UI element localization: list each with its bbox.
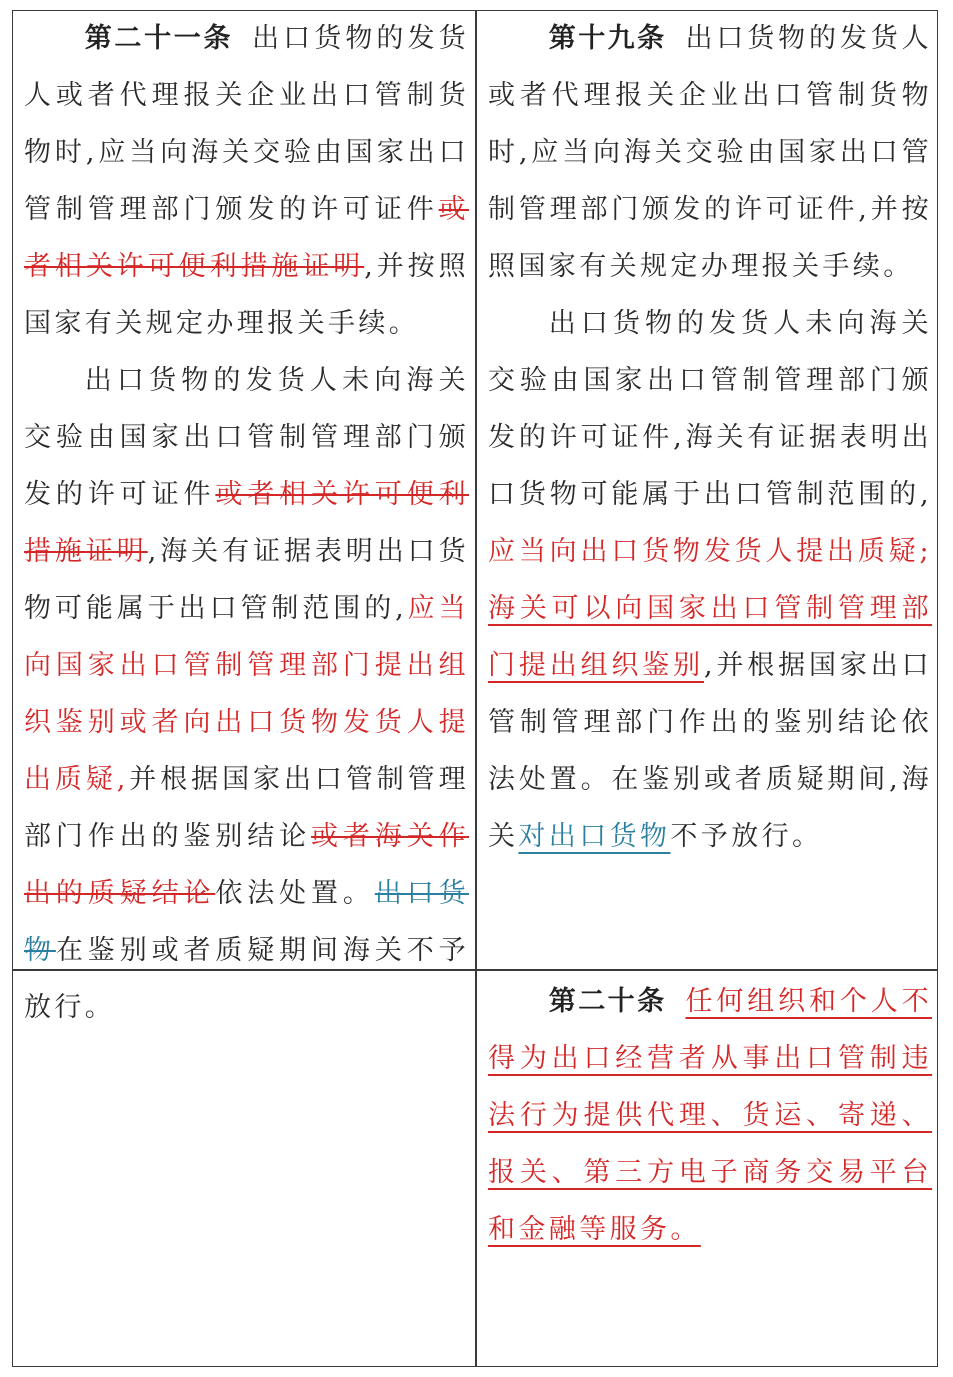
deleted-text: 或者海关作出的质疑结论 xyxy=(24,821,469,909)
added-text: 海关可以向国家出口管制管理部门提出组织鉴别 xyxy=(488,593,932,681)
old-article-21-text: ,海关有证据表明出口货物可能属于出口管制范围的, xyxy=(24,536,469,624)
deleted-text: 或者相关许可便利措施证明 xyxy=(24,479,470,567)
new-article-19-paragraph-1 xyxy=(488,10,932,295)
empty-cell xyxy=(24,973,469,1363)
old-article-21-text: 出口货物的发货人或者代理报关企业出口管制货物时,应当向海关交验由国家出口管制管理部门颁发的许可证件 xyxy=(24,23,469,225)
added-text: 任何组织和个人不得为出口经营者从事出口管制违法行为提供代理、货运、寄递、报关、第三方电子商务交易平台和金融等服务。 xyxy=(488,986,932,1245)
moved-deleted-text: 出口货物 xyxy=(24,878,470,966)
new-article-19-paragraph-2 xyxy=(488,295,932,865)
old-article-21-paragraph-1 xyxy=(24,10,469,352)
new-article-19-text: 不予放行。 xyxy=(670,821,823,852)
new-article-20-cell xyxy=(488,973,932,1258)
old-article-21-cell xyxy=(24,10,469,1036)
old-article-21-text: ,并按照国家有关规定办理报关手续。 xyxy=(24,251,469,339)
moved-added-text: 对出口货物 xyxy=(518,821,671,852)
old-article-21-paragraph-2 xyxy=(24,352,469,1036)
new-article-19-cell xyxy=(488,10,932,865)
old-article-21-text: 并根据国家出口管制管理部门作出的鉴别结论 xyxy=(24,764,469,852)
column-divider xyxy=(475,10,477,1367)
new-article-20-heading: 第二十条 xyxy=(548,986,667,1017)
new-article-19-heading: 第十九条 xyxy=(548,23,667,54)
old-article-21-text: 在鉴别或者质疑期间海关不予放行。 xyxy=(24,935,470,1023)
new-article-20-paragraph xyxy=(488,973,932,1258)
old-article-21-text: 出口货物的发货人未向海关交验由国家出口管制管理部门颁发的许可证件 xyxy=(24,365,469,510)
old-article-21-heading: 第二十一条 xyxy=(84,23,234,54)
changed-text: 应当向国家出口管制管理部门提出组织鉴别或者向出口货物发货人提出质疑, xyxy=(24,593,469,795)
old-article-21-text: 依法处置。 xyxy=(215,878,375,909)
new-article-19-text: 出口货物的发货人未向海关交验由国家出口管制管理部门颁发的许可证件,海关有证据表明出口货物可能属于出口管制范围的, xyxy=(488,308,932,510)
new-article-19-text: 出口货物的发货人或者代理报关企业出口管制货物时,应当向海关交验由国家出口管制管理部门颁发的许可证件,并按照国家有关规定办理报关手续。 xyxy=(488,23,932,282)
changed-text: 应当向出口货物发货人提出质疑; xyxy=(488,536,932,567)
deleted-text: 或者相关许可便利措施证明 xyxy=(24,194,469,282)
new-article-19-text: ,并根据国家出口管制管理部门作出的鉴别结论依法处置。在鉴别或者质疑期间,海关 xyxy=(488,650,932,852)
